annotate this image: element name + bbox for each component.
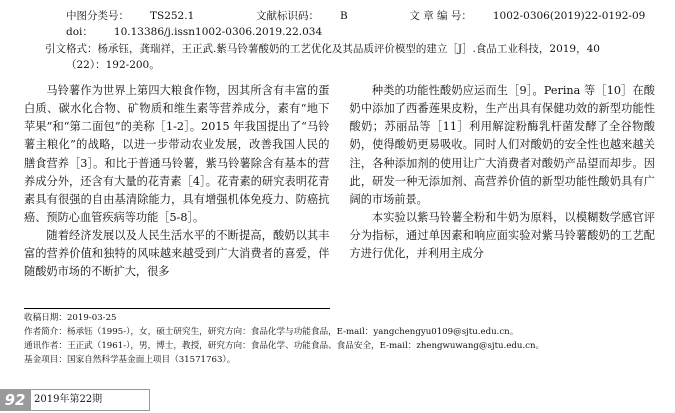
body-columns bbox=[24, 82, 655, 282]
paragraph: 本实验以紫马铃薯全粉和牛奶为原料，以模糊数学感官评分为指标，通过单因素和响应面实验对紫马铃薯酸奶的工艺配方进行优化，并利用主成分 bbox=[349, 211, 655, 261]
document-code-value: B bbox=[339, 10, 348, 22]
page-footer bbox=[0, 387, 675, 413]
page-number: 92 bbox=[0, 389, 30, 411]
issue-label: 2019年第22期 bbox=[34, 394, 103, 405]
footnote-received-date: 收稿日期：2019-03-25 bbox=[24, 313, 117, 323]
footnote-divider bbox=[24, 308, 330, 309]
paragraph: 随着经济发展以及人民生活水平的不断提高，酸奶以其丰富的营养价值和独特的风味越来越受到广大消费者的喜爱，伴随酸奶市场的不断扩大，很多 bbox=[24, 229, 330, 279]
doi-label: doi bbox=[66, 26, 83, 39]
article-id-value: 1002-0306(2019)22-0192-09 bbox=[492, 10, 646, 22]
citation-continuation: （22）：192-200。 bbox=[66, 58, 160, 71]
paragraph: 马铃薯作为世界上第四大粮食作物，因其所含有丰富的蛋白质、碳水化合物、矿物质和维生素等营养成分，素有“地下苹果”和“第二面包”的美称［1-2］。2015 年我国提出了“马铃薯主粮化”的战略，以进一步带动农业发展，改善我国人民的膳食营养［3］。和比于普通马铃薯，紫马铃薯除含有基本的营养成分外，还含有大量的花青素［4］。花青素的研究表明花青素具有很强的自由基清除能力，具有增强机体免疫力、防癌抗癌、预防心血管疾病等功能［5-8］。 bbox=[24, 84, 330, 225]
paragraph: 种类的功能性酸奶应运而生［9］。Perina 等［10］在酸奶中添加了西番莲果皮粉，生产出具有保健功效的新型功能性酸奶；苏丽品等［11］利用解淀粉酶乳杆菌发酵了全谷物酸奶，使得酸奶更易吸收。同时人们对酸奶的安全性也越来越关注，各种添加剂的使用让广大消费者对酸奶产品望而却步。因此，研发一种无添加剂、高营养价值的新型功能性酸奶具有广阔的市场前景。 bbox=[349, 84, 655, 206]
citation-format: 引文格式：杨承钰，龚瑞祥，王正武.紫马铃薯酸奶的工艺优化及其品质评价模型的建立［J］.食品工业科技，2019，40 （22）：192-200。 bbox=[24, 41, 655, 74]
article-metadata bbox=[24, 8, 655, 41]
footnotes bbox=[24, 312, 545, 368]
clc-value: TS252.1 bbox=[150, 10, 195, 22]
article-id-label: 文 章 编 号 bbox=[409, 10, 462, 22]
metadata-row-doi: doi： 10.13386/j.issn1002-0306.2019.22.034 bbox=[24, 24, 655, 40]
doi-value: 10.13386/j.issn1002-0306.2019.22.034 bbox=[113, 26, 323, 39]
column-right bbox=[350, 82, 656, 282]
footnote-author-bio: 作者简介：杨承钰（1995-），女，硕士研究生，研究方向：食品化学与功能食品，E-mail：yangchengyu0109@sjtu.edu.cn。 bbox=[24, 326, 519, 337]
citation-label: 引文格式 bbox=[45, 42, 87, 55]
document-code-label: 文献标识码 bbox=[255, 10, 309, 22]
footnote-corresponding-author: 通讯作者：王正武（1961-），男，博士，教授，研究方向：食品化学、功能食品、食品安全，E-mail：zhengwuwang@sjtu.edu.cn。 bbox=[24, 340, 545, 351]
metadata-row-identifiers: 中图分类号： TS252.1 文献标识码： B 文 章 编 号： 1002-0306(2019)22-0192-09 bbox=[24, 8, 655, 24]
citation-text: 杨承钰，龚瑞祥，王正武.紫马铃薯酸奶的工艺优化及其品质评价模型的建立［J］.食品工业科技，2019，40 bbox=[97, 42, 600, 55]
footnote-fund-project: 基金项目：国家自然科学基金面上项目（31571763）。 bbox=[24, 354, 236, 365]
clc-label: 中图分类号 bbox=[66, 10, 119, 22]
column-left bbox=[24, 82, 330, 282]
